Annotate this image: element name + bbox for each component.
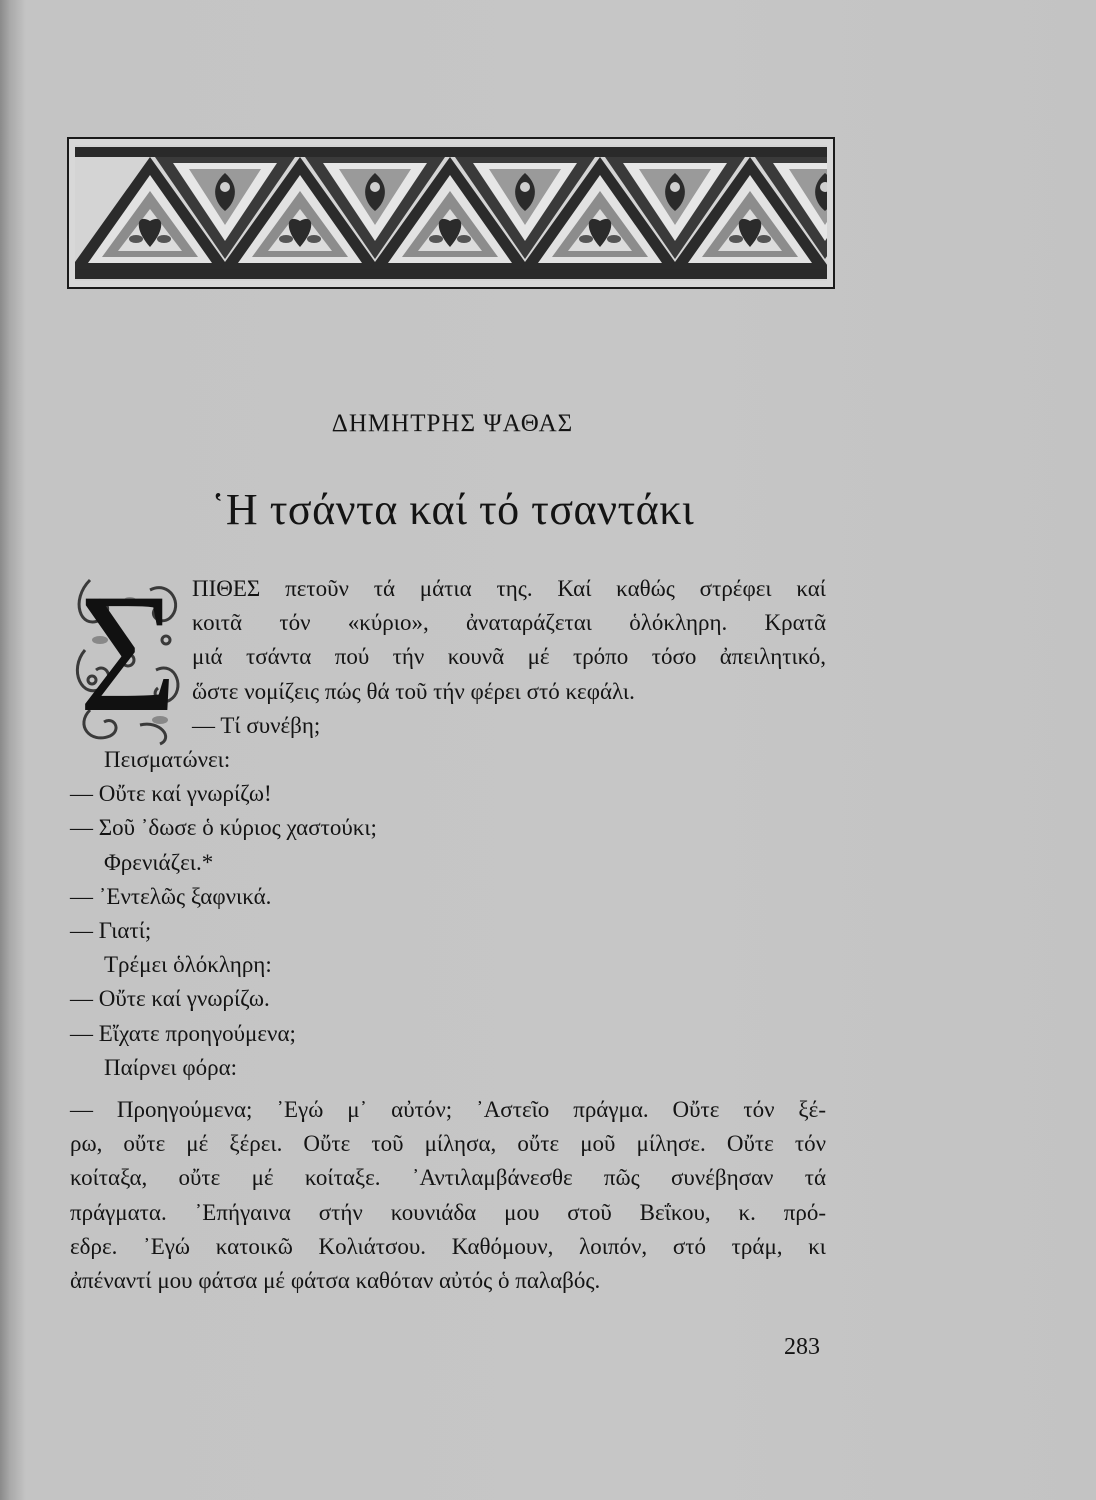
text-line: — Τί συνέβη; xyxy=(192,712,321,738)
text-line: μιά τσάντα πού τήν κουνᾶ μέ τρόπο τόσο ἀπειλητικό, xyxy=(192,644,826,670)
text-line: κοίταξα, οὔτε μέ κοίταξε. ᾽Αντιλαμβάνεσθε πῶς συνέβησαν τά xyxy=(70,1165,826,1191)
dialogue-line: — Οὔτε καί γνωρίζω. xyxy=(70,986,270,1012)
text-line: ὥστε νομίζεις πώς θά τοῦ τήν φέρει στό κεφάλι. xyxy=(192,678,635,704)
text-line: ρω, οὔτε μέ ξέρει. Οὔτε τοῦ μίλησα, οὔτε μοῦ μίλησε. Οὔτε τόν xyxy=(70,1131,826,1157)
dropcap-letter: Σ xyxy=(78,560,178,746)
dialogue-line: — Εἴχατε προηγούμενα; xyxy=(70,1020,296,1046)
author-name: ΔΗΜΗΤΡΗΣ ΨΑΘΑΣ xyxy=(331,410,574,437)
dialogue-line: Φρενιάζει.* xyxy=(104,849,214,875)
dialogue-line: Παίρνει φόρα: xyxy=(104,1054,238,1080)
dialogue-line: — Σοῦ ᾽δωσε ὁ κύριος χαστούκι; xyxy=(70,815,377,841)
ornament-pattern-icon xyxy=(75,145,827,281)
text-line: ΠΙΘΕΣ πετοῦν τά μάτια της. Καί καθώς στρέφει καί xyxy=(192,576,826,601)
dialogue-line: Τρέμει ὁλόκληρη: xyxy=(104,952,272,978)
opening-paragraph xyxy=(192,572,826,743)
decorated-drop-cap xyxy=(70,560,186,746)
text-line: πράγματα. ᾽Επήγαινα στήν κουνιάδα μου στοῦ Βεΐκου, κ. πρό- xyxy=(70,1199,826,1225)
dialogue-line: — Οὔτε καί γνωρίζω! xyxy=(70,781,272,807)
page-number: 283 xyxy=(784,1334,820,1360)
text-line: ἀπέναντί μου φάτσα μέ φάτσα καθόταν αὐτός ὁ παλαβός. xyxy=(70,1267,601,1293)
chapter-title: ῾Η τσάντα καί τό τσαντάκι xyxy=(210,485,695,534)
text-line: — Προηγούμενα; ᾽Εγώ μ᾽ αὐτόν; ᾽Αστεῖο πράγμα. Οὔτε τόν ξέ- xyxy=(70,1097,826,1122)
dialogue-block xyxy=(70,743,826,1085)
dialogue-line: — ᾽Εντελῶς ξαφνικά. xyxy=(70,883,272,909)
dialogue-line: Πεισματώνει: xyxy=(104,747,231,772)
final-paragraph xyxy=(70,1093,826,1298)
ornamental-header-banner xyxy=(67,137,835,289)
text-line: κοιτᾶ τόν «κύριο», ἀναταράζεται ὁλόκληρη. Κρατᾶ xyxy=(192,610,826,636)
text-line: εδρε. ᾽Εγώ κατοικῶ Κολιάτσου. Καθόμουν, λοιπόν, στό τράμ, κι xyxy=(70,1233,826,1259)
dialogue-line: — Γιατί; xyxy=(70,917,152,943)
